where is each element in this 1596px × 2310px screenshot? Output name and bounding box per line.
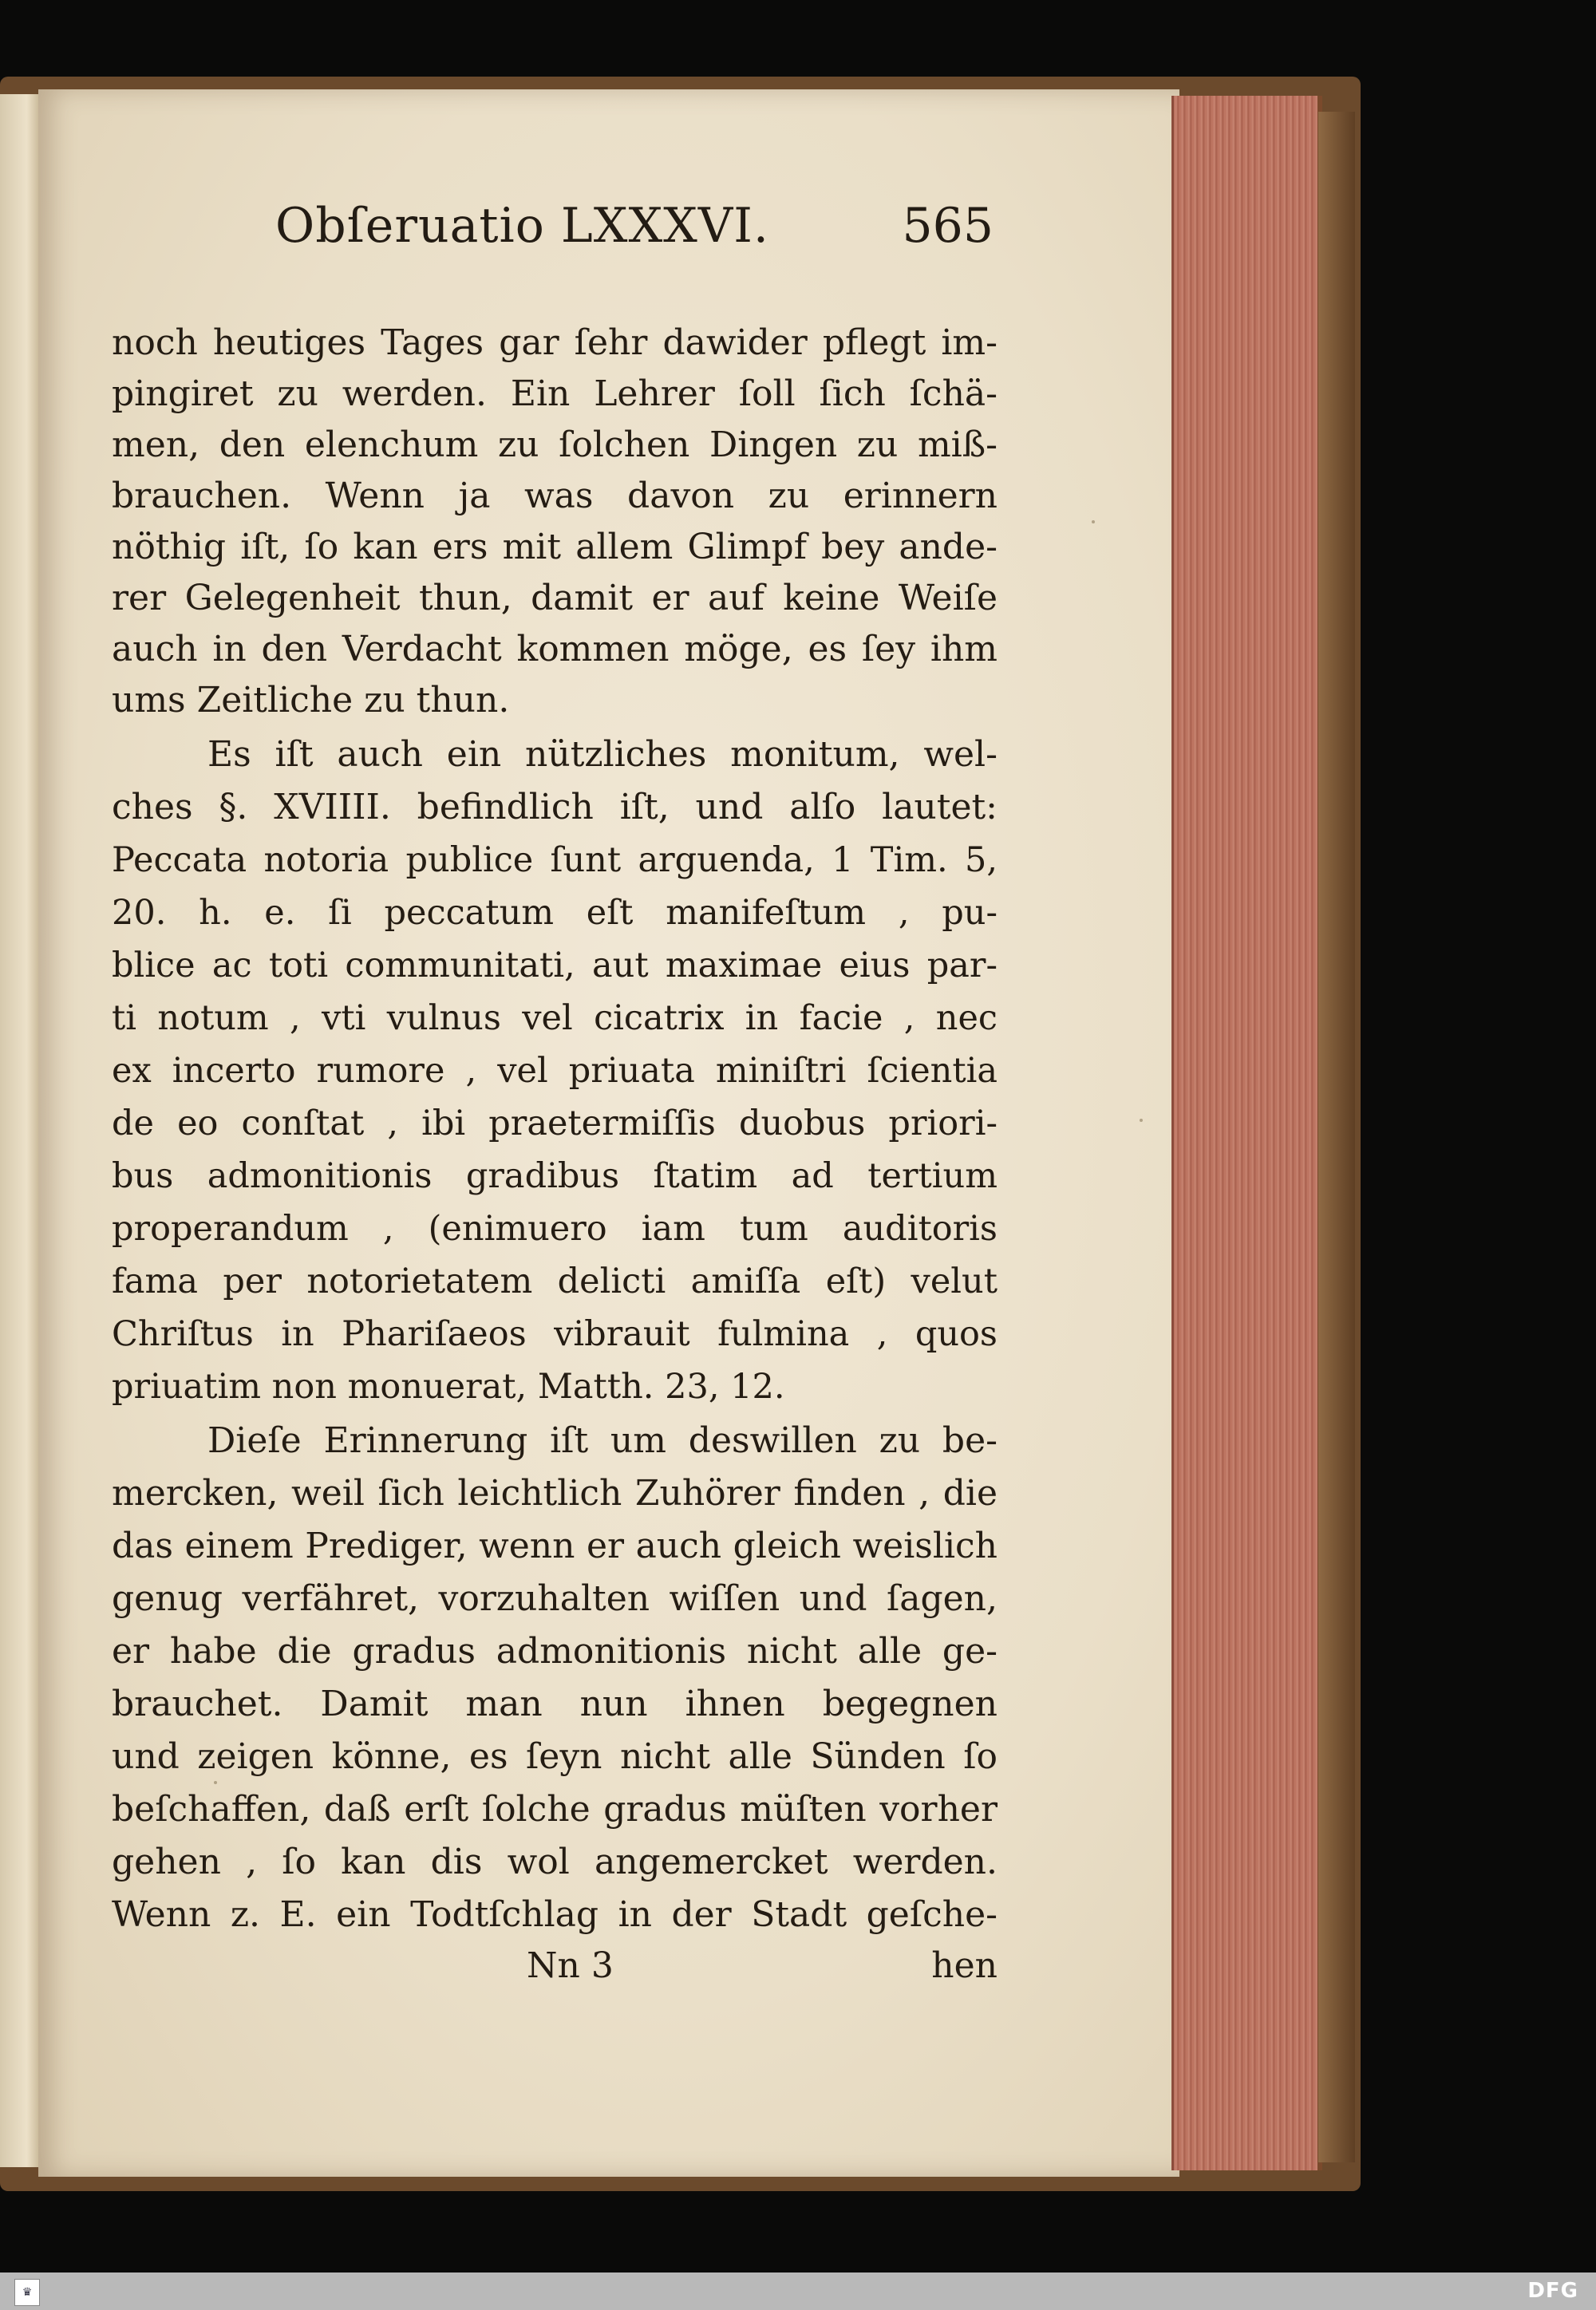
running-title: Obſeruatio LXXXVI.	[275, 198, 769, 254]
text-line: beſchaffen, daß erſt ſolche gradus müſten vorher	[112, 1789, 998, 1830]
text-line: nöthig iſt, ſo kan ers mit allem Glimpf bey ande-	[112, 527, 998, 567]
text-line: 20. h. e. ſi peccatum eſt manifeſtum , pu-	[112, 893, 998, 933]
text-line: fama per notorietatem delicti amiſſa eſt) velut	[112, 1262, 998, 1301]
text-line: Chriſtus in Phariſaeos vibrauit fulmina , quos	[112, 1314, 998, 1354]
viewer-bottom-bar	[0, 2272, 1596, 2310]
text-line: genug verfähret, vorzuhalten wiſſen und ſagen,	[112, 1578, 998, 1619]
signature-mark: Nn 3	[527, 1945, 614, 1986]
running-header	[275, 198, 994, 270]
text-line: ches §. XVIIII. befindlich iſt, und alſo lautet:	[112, 787, 998, 827]
library-seal-icon: ♛	[14, 2279, 40, 2306]
text-line: de eo conſtat , ibi praetermiſſis duobus priori-	[112, 1104, 998, 1143]
text-line: gehen , ſo kan dis wol angemercket werden.	[112, 1842, 998, 1882]
text-line: brauchet. Damit man nun ihnen begegnen	[112, 1684, 998, 1724]
text-line: brauchen. Wenn ja was davon zu erinnern	[112, 476, 998, 516]
catchword: hen	[931, 1945, 998, 1986]
binding-edge	[1318, 112, 1355, 2162]
text-line: er habe die gradus admonitionis nicht alle ge-	[112, 1631, 998, 1672]
paragraph-start: Es iſt auch ein nützliches monitum, wel-	[207, 734, 998, 775]
text-line: Peccata notoria publice ſunt arguenda, 1 Tim. 5,	[112, 840, 998, 880]
page-fore-edge	[1171, 96, 1322, 2170]
text-line: noch heutiges Tages gar ſehr dawider pflegt im-	[112, 322, 998, 363]
text-line: das einem Prediger, wenn er auch gleich weislich	[112, 1526, 998, 1566]
text-line: Wenn z. E. ein Todtſchlag in der Stadt geſche-	[112, 1894, 998, 1935]
text-line: ti notum , vti vulnus vel cicatrix in facie , nec	[112, 998, 998, 1038]
page-number: 565	[902, 198, 994, 254]
text-line: auch in den Verdacht kommen möge, es ſey ihm	[112, 629, 998, 669]
dfg-logo: DFG	[1527, 2279, 1578, 2303]
text-line: blice ac toti communitati, aut maximae eius par-	[112, 946, 998, 985]
text-line: men, den elenchum zu ſolchen Dingen zu miß-	[112, 424, 998, 465]
text-line: priuatim non monuerat, Matth. 23, 12.	[112, 1367, 785, 1407]
text-line: pingiret zu werden. Ein Lehrer ſoll ſich ſchä-	[112, 373, 998, 414]
left-page-edge	[0, 94, 41, 2167]
text-line: rer Gelegenheit thun, damit er auf keine Weiſe	[112, 578, 998, 618]
page-footer	[112, 1941, 998, 1992]
paragraph-start: Dieſe Erinnerung iſt um deswillen zu be-	[207, 1420, 998, 1461]
text-line: mercken, weil ſich leichtlich Zuhörer finden , die	[112, 1473, 998, 1514]
text-line: ex incerto rumore , vel priuata miniſtri ſcientia	[112, 1051, 998, 1091]
text-line: und zeigen könne, es ſeyn nicht alle Sünden ſo	[112, 1736, 998, 1777]
text-line: bus admonitionis gradibus ſtatim ad tertium	[112, 1156, 998, 1196]
text-line: properandum , (enimuero iam tum auditoris	[112, 1209, 998, 1249]
text-line: ums Zeitliche zu thun.	[112, 680, 510, 721]
